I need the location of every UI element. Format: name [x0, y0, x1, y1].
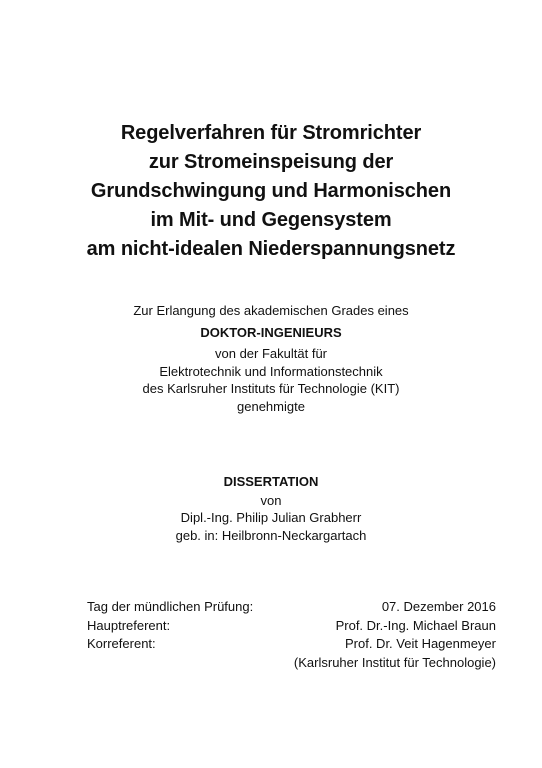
- exam-date-row: [87, 598, 496, 617]
- coreferee-label: Korreferent:: [87, 636, 156, 651]
- examination-details: [87, 598, 496, 672]
- main-referee-row: [87, 617, 496, 636]
- author-birthplace: geb. in: Heilbronn-Neckargartach: [175, 527, 367, 543]
- degree-intro: Zur Erlangung des akademischen Grades eines: [133, 303, 409, 318]
- title-line-3: Grundschwingung und Harmonischen: [90, 180, 452, 202]
- main-referee-label: Hauptreferent:: [87, 617, 171, 633]
- coreferee-row: [87, 635, 496, 654]
- title-line-2: zur Stromeinspeisung der: [148, 151, 394, 173]
- coreferee-affiliation: (Karlsruher Institut für Technologie): [293, 654, 496, 670]
- degree-name: DOKTOR-INGENIEURS: [200, 324, 342, 340]
- faculty-line-1: von der Fakultät für: [215, 346, 327, 361]
- approved-line: genehmigte: [237, 398, 305, 414]
- title-line-1: Regelverfahren für Stromrichter: [120, 122, 422, 144]
- title-line-4: im Mit- und Gegensystem: [150, 209, 392, 231]
- institution-line: des Karlsruher Instituts für Technologie (KIT): [142, 381, 400, 396]
- faculty-line-2: Elektrotechnik und Informationstechnik: [159, 363, 383, 379]
- title-line-5: am nicht-idealen Niederspannungsnetz: [86, 238, 456, 260]
- dissertation-block: [0, 473, 542, 544]
- exam-date-value: 07. Dezember 2016: [381, 599, 496, 614]
- degree-statement: [0, 302, 542, 415]
- thesis-title: [0, 119, 542, 264]
- dissertation-heading: DISSERTATION: [223, 474, 319, 489]
- author-name: Dipl.-Ing. Philip Julian Grabherr: [180, 510, 362, 525]
- main-referee-value: Prof. Dr.-Ing. Michael Braun: [335, 617, 496, 633]
- by-line: von: [260, 492, 282, 508]
- exam-date-label: Tag der mündlichen Prüfung:: [87, 599, 254, 614]
- coreferee-value: Prof. Dr. Veit Hagenmeyer: [344, 636, 496, 651]
